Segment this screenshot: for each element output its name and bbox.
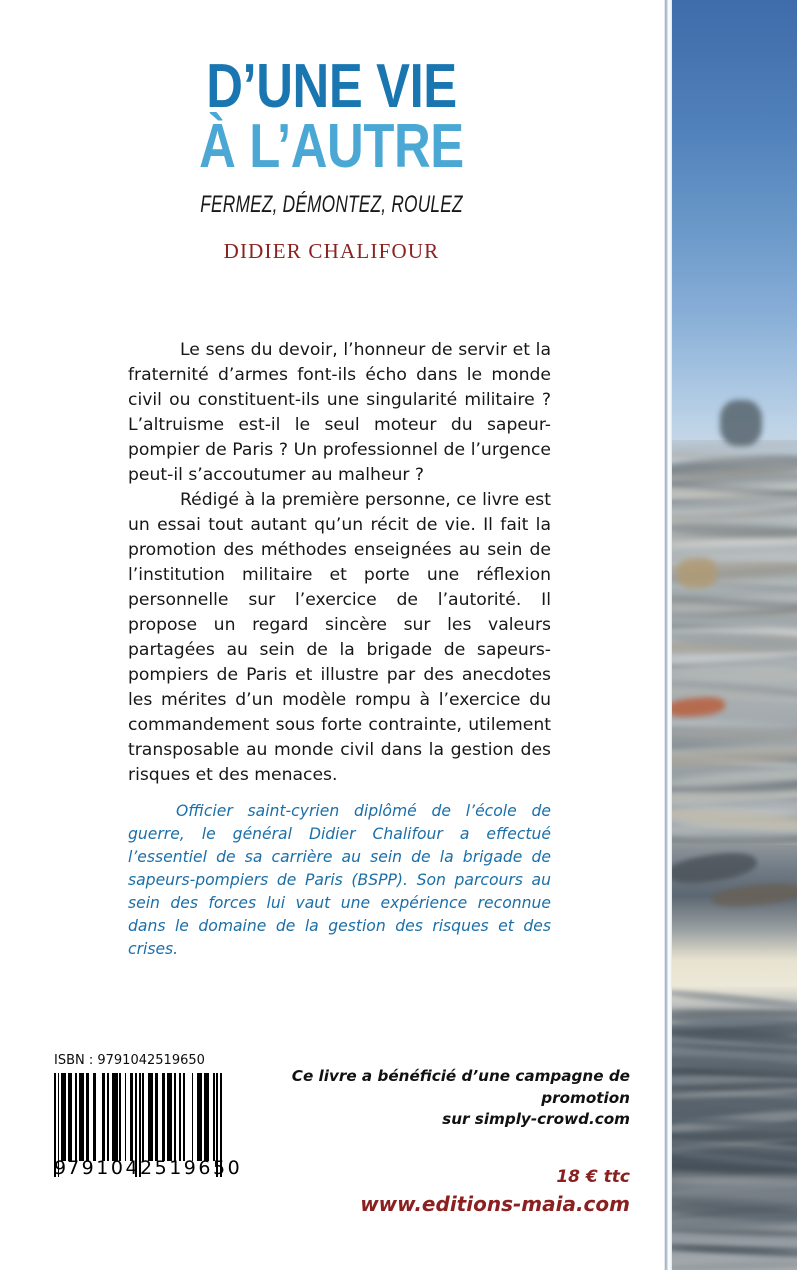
barcode-digits [54,1157,243,1179]
barcode-left-group: 791042 [67,1157,155,1179]
spine-edge [663,0,672,1270]
author-biography [128,800,551,962]
photo-rooftops-region [672,845,797,1270]
photo-cityscape-region [672,440,797,860]
promotion-line-1: Ce livre a bénéficié d’une campagne de promotion [291,1067,630,1107]
book-author: DIDIER CHALIFOUR [223,238,440,263]
book-title-line-2: À L’AUTRE [199,112,464,182]
isbn-barcode [54,1073,243,1179]
book-subtitle: FERMEZ, DÉMONTEZ, ROULEZ [200,190,463,218]
biography-paragraph: Officier saint-cyrien diplômé de l’école de guerre, le général Didier Chalifour a effectué l’essentiel de sa carrière au sein de la brigade de sapeurs-pompiers de Paris (BSPP). Son parcours au sein des forces lui vaut une expérience reconnue dans le domaine de la gestion des risques et des crises. [128,802,551,959]
title-block [0,52,663,264]
publisher-website[interactable]: www.editions-maia.com [360,1192,630,1217]
cover-photo-strip [672,0,797,1270]
back-cover-blurb [128,338,551,788]
blurb-paragraph-1: Le sens du devoir, l’honneur de servir et la fraternité d’armes font-ils écho dans le monde civil ou constituent-ils une singularité militaire ? L’altruisme est-il le seul moteur du sapeur-pompier de Paris ? Un professionnel de l’urgence peut-il s’accoutumer au malheur ? [128,340,551,486]
blurb-paragraph-2: Rédigé à la première personne, ce livre est un essai tout autant qu’un récit de vie. Il fait la promotion des méthodes enseignées au sein de l’institution militaire et porte une réflexion personnelle sur l’exercice de l’autorité. Il propose un regard sincère sur les valeurs partagées au sein de la brigade de sapeurs-pompiers de Paris et illustre par des anecdotes les mérites d’un modèle rompu à l’exercice du commandement sous forte contrainte, utilement transposable au monde civil dans la gestion des risques et des menaces. [128,490,551,786]
photo-sky-region [672,0,797,455]
barcode-right-group: 519650 [154,1157,243,1179]
isbn-area [54,1053,243,1179]
book-title-line-1: D’UNE VIE [206,52,457,121]
barcode-lead-digit: 9 [54,1157,68,1179]
promotion-line-2: sur simply-crowd.com [442,1110,630,1129]
isbn-label: ISBN : 9791042519650 [54,1053,205,1068]
price-block [210,1166,630,1219]
price-amount: 18 € ttc [556,1167,630,1187]
promotion-note [210,1066,630,1131]
